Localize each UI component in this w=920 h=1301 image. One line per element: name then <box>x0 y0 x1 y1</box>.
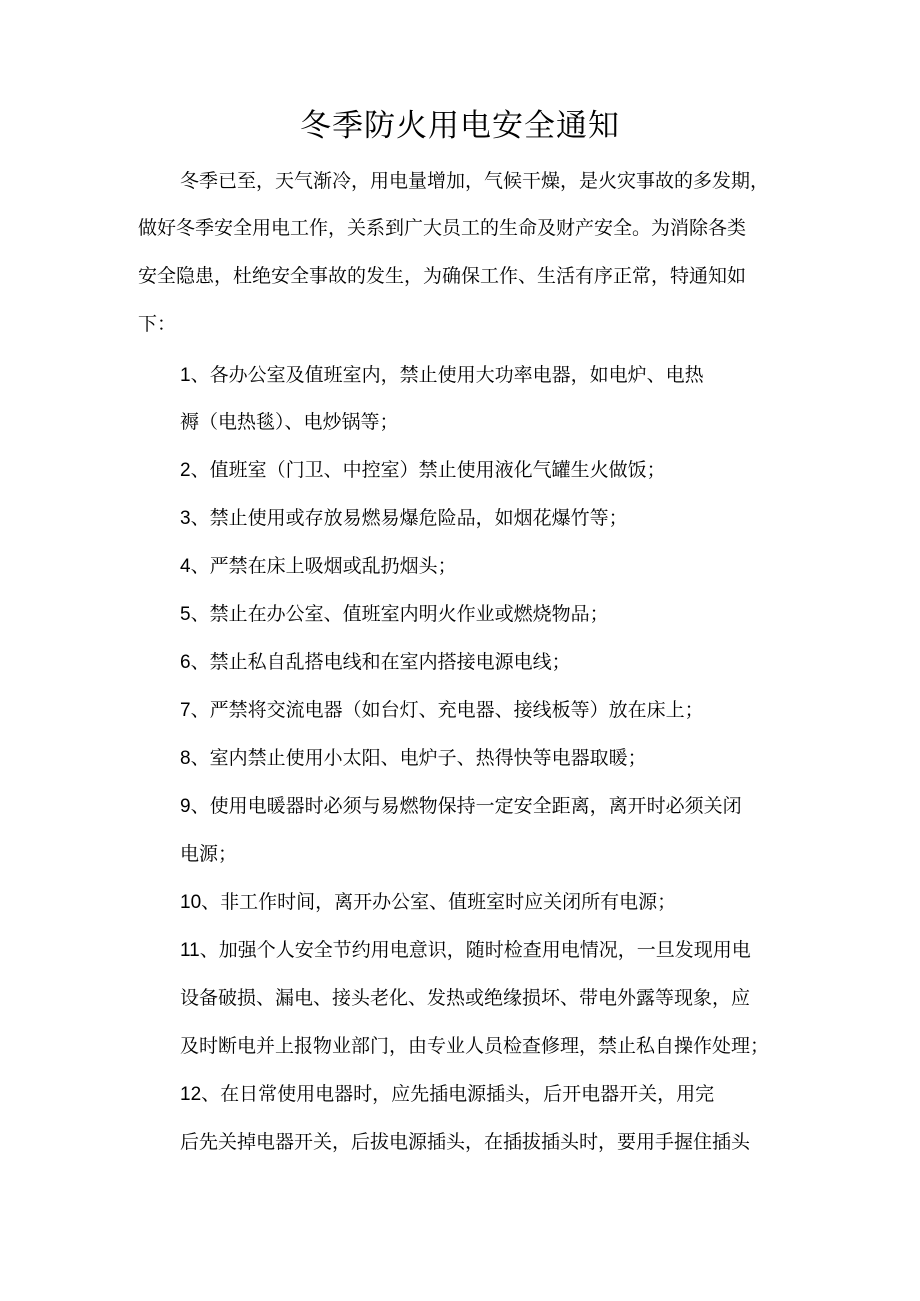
list-item <box>180 457 666 484</box>
list-item-continuation: 褥（电热毯）、电炒锅等； <box>180 411 399 433</box>
item-number: 7 <box>180 700 191 721</box>
document-title: 冬季防火用电安全通知 <box>300 108 620 144</box>
item-text: 、加强个人安全节约用电意识，随时检查用电情况，一旦发现用电 <box>199 939 751 961</box>
list-item <box>180 889 676 916</box>
item-number: 4 <box>180 556 191 577</box>
item-text: 、禁止使用或存放易燃易爆危险品，如烟花爆竹等； <box>190 507 628 529</box>
item-number: 5 <box>180 604 191 625</box>
item-text: 、使用电暖器时必须与易燃物保持一定安全距离，离开时必须关闭 <box>190 795 742 817</box>
list-item <box>180 697 704 724</box>
list-item <box>180 937 751 964</box>
list-item <box>180 793 742 820</box>
list-item <box>180 1081 714 1108</box>
item-number: 12 <box>180 1084 202 1105</box>
list-item <box>180 505 628 532</box>
item-number: 10 <box>180 892 202 913</box>
item-text: 、值班室（门卫、中控室）禁止使用液化气罐生火做饭； <box>190 459 666 481</box>
list-item <box>180 649 571 676</box>
item-number: 11 <box>180 940 200 961</box>
item-text: 、非工作时间，离开办公室、值班室时应关闭所有电源； <box>201 891 677 913</box>
item-text: 、禁止在办公室、值班室内明火作业或燃烧物品； <box>190 603 609 625</box>
item-number: 1 <box>180 365 191 386</box>
item-number: 2 <box>180 460 191 481</box>
item-number: 3 <box>180 508 191 529</box>
intro-line: 安全隐患，杜绝安全事故的发生，为确保工作、生活有序正常，特通知如 <box>138 265 747 287</box>
intro-line: 做好冬季安全用电工作，关系到广大员工的生命及财产安全。为消除各类 <box>138 217 747 239</box>
intro-line: 下： <box>138 313 177 335</box>
list-item-continuation: 设备破损、漏电、接头老化、发热或绝缘损坏、带电外露等现象，应 <box>180 987 751 1009</box>
item-number: 9 <box>180 796 191 817</box>
list-item <box>180 553 457 580</box>
item-text: 、各办公室及值班室内，禁止使用大功率电器，如电炉、电热 <box>190 364 704 386</box>
item-text: 、严禁将交流电器（如台灯、充电器、接线板等）放在床上； <box>190 699 704 721</box>
item-number: 6 <box>180 652 191 673</box>
item-text: 、禁止私自乱搭电线和在室内搭接电源电线； <box>190 651 571 673</box>
item-text: 、严禁在床上吸烟或乱扔烟头； <box>190 555 457 577</box>
list-item-continuation: 后先关掉电器开关，后拔电源插头，在插拔插头时，要用手握住插头 <box>180 1131 751 1153</box>
item-text: 、在日常使用电器时，应先插电源插头，后开电器开关，用完 <box>201 1083 715 1105</box>
item-number: 8 <box>180 748 191 769</box>
intro-line: 冬季已至，天气渐冷，用电量增加，气候干燥，是火灾事故的多发期， <box>180 170 770 192</box>
list-item-continuation: 电源； <box>180 843 238 865</box>
list-item-continuation: 及时断电并上报物业部门，由专业人员检查修理，禁止私自操作处理； <box>180 1035 770 1057</box>
item-text: 、室内禁止使用小太阳、电炉子、热得快等电器取暖； <box>190 747 647 769</box>
list-item <box>180 362 704 389</box>
list-item <box>180 745 647 772</box>
list-item <box>180 601 609 628</box>
